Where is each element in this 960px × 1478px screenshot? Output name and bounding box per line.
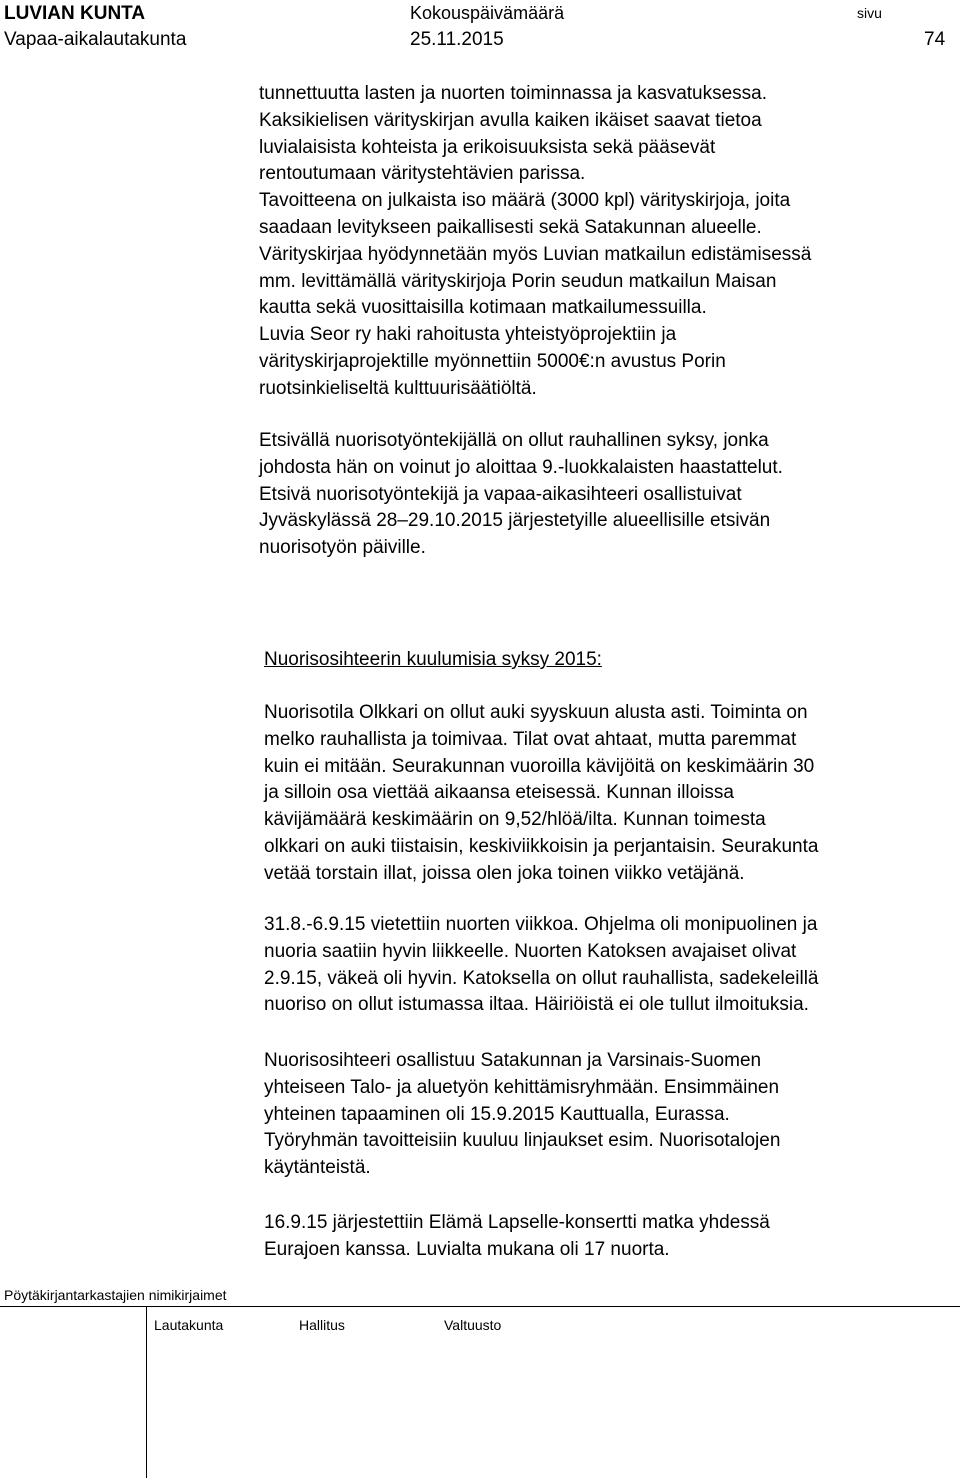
text-line: Nuorisosihteeri osallistuu Satakunnan ja Varsinais-Suomen xyxy=(264,1050,762,1071)
text-line: Tavoitteena on julkaista iso määrä (3000 kpl) värityskirjoja, joita xyxy=(259,190,791,212)
text-line: melko rauhallista ja toimivaa. Tilat ovat ahtaat, mutta paremmat xyxy=(264,728,797,750)
text-line: Luvia Seor ry haki rahoitusta yhteistyöprojektiin ja xyxy=(259,324,677,346)
text-line: nuoriso on ollut istumassa iltaa. Häiriöistä ei ole tullut ilmoituksia. xyxy=(264,994,809,1016)
section-heading: Nuorisosihteerin kuulumisia syksy 2015: xyxy=(264,649,602,670)
text-line: Jyväskylässä 28–29.10.2015 järjestetyille alueellisille etsivän xyxy=(259,510,771,532)
text-line: mm. levittämällä värityskirjoja Porin seudun matkailun Maisan xyxy=(259,270,777,292)
footer-column-valtuusto: Valtuusto xyxy=(444,1317,502,1333)
footer-column-hallitus: Hallitus xyxy=(299,1317,345,1333)
text-line: Kaksikielisen värityskirjan avulla kaiken ikäiset saavat tietoa xyxy=(259,109,762,131)
page-number: 74 xyxy=(924,29,946,50)
text-line: yhteinen tapaaminen oli 15.9.2015 Kauttualla, Eurassa. xyxy=(264,1103,730,1125)
text-line: kautta sekä vuosittaisilla kotimaan matkailumessuilla. xyxy=(259,297,707,319)
footer-divider xyxy=(0,1306,960,1307)
text-line: johdosta hän on voinut jo aloittaa 9.-luokkalaisten haastattelut. xyxy=(259,456,783,478)
text-line: 31.8.-6.9.15 vietettiin nuorten viikkoa. Ohjelma oli monipuolinen ja xyxy=(264,914,818,935)
text-line: Työryhmän tavoitteisiin kuuluu linjaukset esim. Nuorisotalojen xyxy=(264,1130,781,1152)
text-line: Etsivä nuorisotyöntekijä ja vapaa-aikasihteeri osallistuivat xyxy=(259,483,742,505)
text-line: värityskirjaprojektille myönnettiin 5000€:n avustus Porin xyxy=(259,350,726,372)
paragraph-development-group xyxy=(264,1048,780,1182)
text-line: nuoria saatiin hyvin liikkeelle. Nuorten Katoksen avajaiset olivat xyxy=(264,940,797,962)
meeting-date-label: Kokouspäivämäärä xyxy=(410,3,565,23)
text-line: Eurajoen kanssa. Luvialta mukana oli 17 nuorta. xyxy=(264,1238,670,1260)
text-line: käytänteistä. xyxy=(264,1157,371,1179)
text-line: Värityskirjaa hyödynnetään myös Luvian matkailun edistämisessä xyxy=(259,243,812,265)
paragraph-youth-space xyxy=(264,700,818,888)
department-name: Vapaa-aikalautakunta xyxy=(4,29,187,50)
text-line: Etsivällä nuorisotyöntekijällä on ollut rauhallinen syksy, jonka xyxy=(259,430,769,451)
organization-name: LUVIAN KUNTA xyxy=(4,3,146,24)
text-line: luvialaisista kohteista ja erikoisuuksista sekä pääsevät xyxy=(259,136,716,158)
signatures-label: Pöytäkirjantarkastajien nimikirjaimet xyxy=(4,1287,227,1303)
text-line: Nuorisotila Olkkari on ollut auki syyskuun alusta asti. Toiminta on xyxy=(264,702,808,723)
text-line: vetää torstain illat, joissa olen joka toinen viikko vetäjänä. xyxy=(264,862,745,884)
text-line: saadaan levitykseen paikallisesti sekä Satakunnan alueelle. xyxy=(259,216,762,238)
text-line: 2.9.15, väkeä oli hyvin. Katoksella on ollut rauhallista, sadekeleillä xyxy=(264,967,819,989)
text-line: 16.9.15 järjestettiin Elämä Lapselle-konsertti matka yhdessä xyxy=(264,1212,770,1233)
footer-column-lautakunta: Lautakunta xyxy=(154,1317,224,1333)
text-line: kävijämäärä keskimäärin on 9,52/hlöä/ilta. Kunnan toimesta xyxy=(264,809,766,831)
paragraph-youth-week xyxy=(264,912,819,1019)
text-line: tunnettuutta lasten ja nuorten toiminnassa ja kasvatuksessa. xyxy=(259,83,768,104)
paragraph-concert-trip xyxy=(264,1210,770,1264)
meeting-date: 25.11.2015 xyxy=(410,29,504,50)
text-line: nuorisotyön päiville. xyxy=(259,537,426,559)
text-line: olkkari on auki tiistaisin, keskiviikkoisin ja perjantaisin. Seurakunta xyxy=(264,835,819,857)
paragraph-outreach-youth-work xyxy=(259,428,783,562)
text-line: ja silloin osa viettää aikaansa eteisessä. Kunnan illoissa xyxy=(264,782,734,804)
paragraph-coloring-book xyxy=(259,81,811,403)
footer-column-divider xyxy=(146,1306,147,1478)
text-line: yhteiseen Talo- ja aluetyön kehittämisryhmään. Ensimmäinen xyxy=(264,1076,780,1098)
text-line: ruotsinkieliseltä kulttuurisäätiöltä. xyxy=(259,377,537,399)
text-line: kuin ei mitään. Seurakunnan vuoroilla kävijöitä on keskimäärin 30 xyxy=(264,755,815,777)
text-line: rentoutumaan väritystehtävien parissa. xyxy=(259,163,586,185)
page-label: sivu xyxy=(857,5,882,21)
